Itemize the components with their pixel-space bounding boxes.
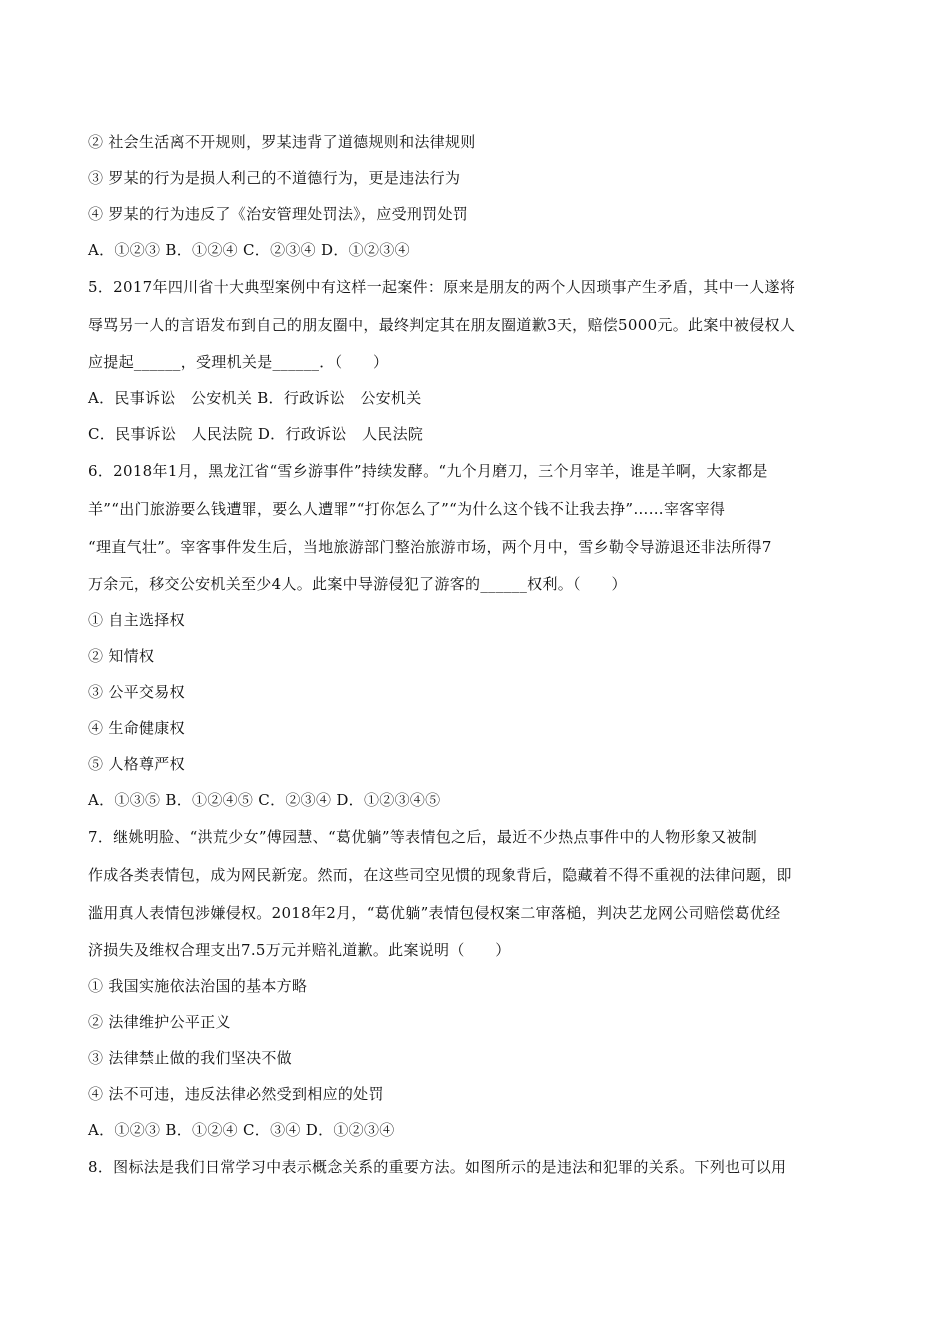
q8-stem-line-1: 8．图标法是我们日常学习中表示概念关系的重要方法。如图所示的是违法和犯罪的关系。下列也可以用 — [88, 1158, 787, 1176]
q6-answer-choices: A．①③⑤ B．①②④⑤ C．②③④ D．①②③④⑤ — [88, 791, 441, 809]
q7-option-1: ① 我国实施依法治国的基本方略 — [88, 977, 308, 995]
q6-option-3: ③ 公平交易权 — [88, 683, 185, 701]
q6-option-1: ① 自主选择权 — [88, 611, 185, 629]
q7-option-2: ② 法律维护公平正义 — [88, 1013, 231, 1031]
q5-stem-line-1: 5．2017年四川省十大典型案例中有这样一起案件：原来是朋友的两个人因琐事产生矛盾，其中一人遂将 — [88, 278, 796, 296]
q4-option-3: ③ 罗某的行为是损人利己的不道德行为，更是违法行为 — [88, 169, 461, 187]
q4-answer-choices: A．①②③ B．①②④ C．②③④ D．①②③④ — [88, 241, 410, 259]
q5-stem-line-2: 辱骂另一人的言语发布到自己的朋友圈中，最终判定其在朋友圈道歉3天，赔偿5000元。此案中被侵权人 — [88, 316, 796, 334]
q7-stem-line-2: 作成各类表情包，成为网民新宠。然而，在这些司空见惯的现象背后，隐藏着不得不重视的法律问题，即 — [88, 866, 792, 884]
document-page — [88, 124, 868, 1186]
q4-option-4: ④ 罗某的行为违反了《治安管理处罚法》，应受刑罚处罚 — [88, 205, 469, 223]
q4-option-2: ② 社会生活离不开规则，罗某违背了道德规则和法律规则 — [88, 133, 476, 151]
q7-stem-line-3: 滥用真人表情包涉嫌侵权。2018年2月，“葛优躺”表情包侵权案二审落槌，判决艺龙网公司赔偿葛优经 — [88, 904, 781, 922]
q7-stem-line-4: 济损失及维权合理支出7.5万元并赔礼道歉。此案说明（ ） — [88, 941, 511, 959]
q6-option-4: ④ 生命健康权 — [88, 719, 185, 737]
q5-answer-choices-ab: A．民事诉讼 公安机关 B．行政诉讼 公安机关 — [88, 389, 422, 407]
q6-stem-line-3: “理直气壮”。宰客事件发生后，当地旅游部门整治旅游市场，两个月中，雪乡勒令导游退还非法所得7 — [88, 538, 772, 556]
q5-answer-choices-cd: C．民事诉讼 人民法院 D．行政诉讼 人民法院 — [88, 425, 424, 443]
q6-option-5: ⑤ 人格尊严权 — [88, 755, 185, 773]
q7-answer-choices: A．①②③ B．①②④ C．③④ D．①②③④ — [88, 1121, 395, 1139]
q7-option-4: ④ 法不可违，违反法律必然受到相应的处罚 — [88, 1085, 384, 1103]
q7-option-3: ③ 法律禁止做的我们坚决不做 — [88, 1049, 292, 1067]
q6-stem-line-4: 万余元，移交公安机关至少4人。此案中导游侵犯了游客的______权利。（ ） — [88, 575, 627, 593]
q7-stem-line-1: 7．继姚明脸、“洪荒少女”傅园慧、“葛优躺”等表情包之后，最近不少热点事件中的人物形象又被制 — [88, 828, 758, 846]
q5-stem-line-3: 应提起______，受理机关是______．（ ） — [88, 353, 389, 371]
q6-stem-line-1: 6．2018年1月，黑龙江省“雪乡游事件”持续发酵。“九个月磨刀，三个月宰羊，谁是羊啊，大家都是 — [88, 462, 768, 480]
q6-option-2: ② 知情权 — [88, 647, 155, 665]
q6-stem-line-2: 羊”“出门旅游要么钱遭罪，要么人遭罪”“打你怎么了”“为什么这个钱不让我去挣”……宰客宰得 — [88, 500, 726, 518]
